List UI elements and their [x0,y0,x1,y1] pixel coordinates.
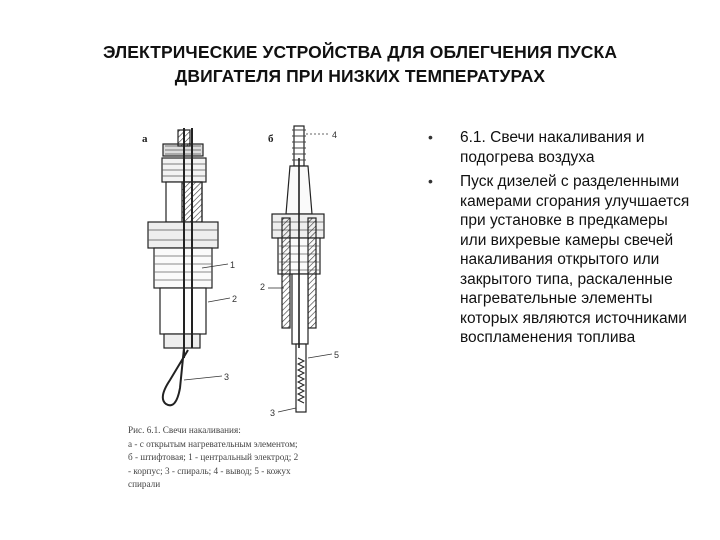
plug-a-drawing [148,128,230,405]
callout-b-5: 5 [334,350,340,360]
caption-line: а - с открытым нагревательным элементом; [128,438,298,449]
caption-line: б - штифтовая; 1 - центральный электрод; 2 [128,452,299,462]
bullet-item [428,128,690,167]
callout-b-4: 4 [332,130,338,140]
bullet-list [428,128,690,353]
callout-b-2: 2 [260,282,266,292]
bullet-text: 6.1. Свечи накаливания и подогрева воздуха [460,129,645,166]
callout-b-3: 3 [270,408,276,418]
caption-line: спирали [128,479,161,489]
callout-a-2: 2 [232,294,238,304]
bullet-dot: • [428,173,433,189]
plug-a-label: а [142,133,148,145]
bullet-dot: • [428,129,433,145]
title-line-2: ДВИГАТЕЛЯ ПРИ НИЗКИХ ТЕМПЕРАТУРАХ [174,66,546,86]
figure-caption [128,424,350,492]
bullet-item [428,172,690,348]
title-line-1: ЭЛЕКТРИЧЕСКИЕ УСТРОЙСТВА ДЛЯ ОБЛЕГЧЕНИЯ ПУСКА [102,42,618,62]
bullet-text: Пуск дизелей с разделенными камерами сгорания улучшается при установке в предкамеры или вихревые камеры свечей накаливания открытого или закрытого типа, раскаленные нагревательные элементы которых являются источниками воспламенения топлива [460,173,690,346]
glow-plug-drawing [118,118,358,418]
slide-title [40,40,680,88]
plug-b-label: б [268,133,274,145]
callout-a-3: 3 [224,372,230,382]
caption-line: Рис. 6.1. Свечи накаливания: [128,425,241,435]
caption-line: - корпус; 3 - спираль; 4 - вывод; 5 - кожух [128,465,291,476]
plug-b-drawing [268,126,332,412]
callout-a-1: 1 [230,260,236,270]
